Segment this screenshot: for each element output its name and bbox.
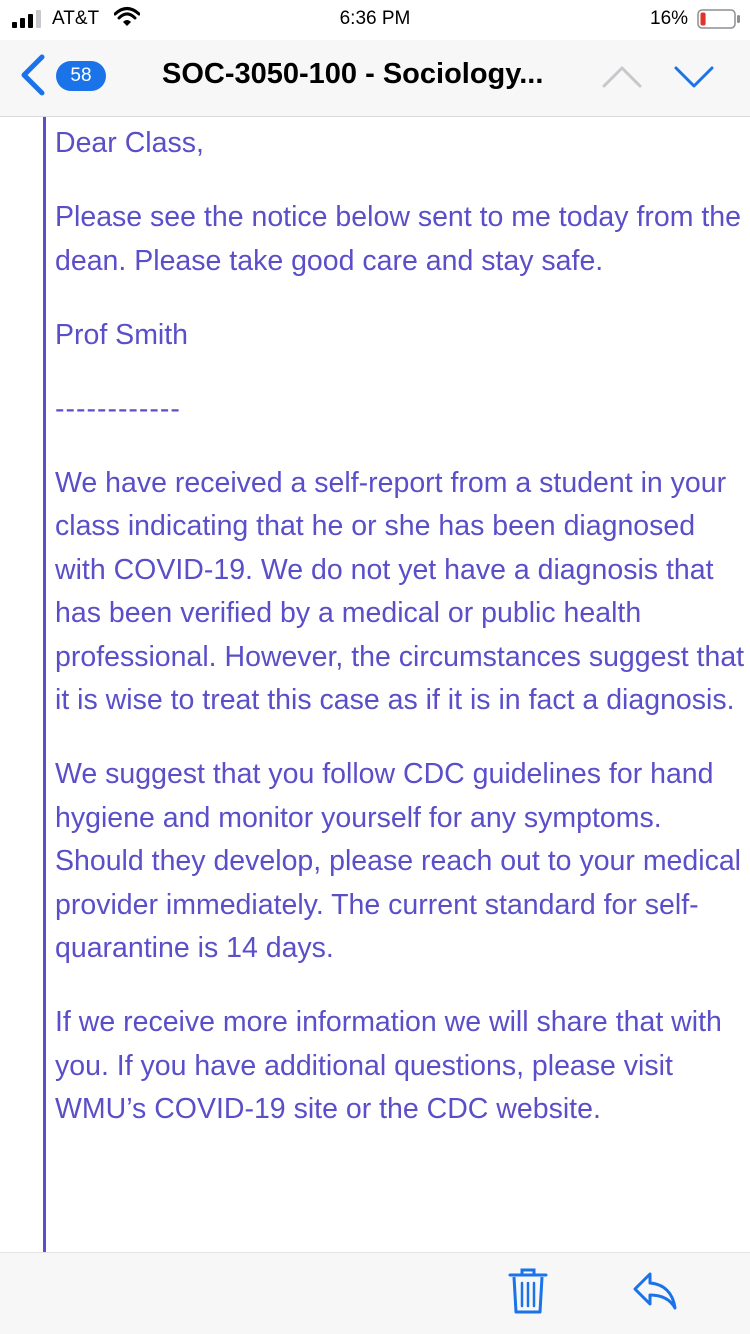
reply-icon[interactable] [632,1271,678,1311]
message-subject-title: SOC-3050-100 - Sociology... [162,58,544,90]
greeting: Dear Class, [55,127,204,159]
notice-paragraph-3: If we receive more information we will share that with you. If you have additional questions, please visit WMU’s COVID-19 site or the CDC website. [55,1006,722,1125]
intro-paragraph: Please see the notice below sent to me today from the dean. Please take good care and stay safe. [55,201,741,277]
signature: Prof Smith [55,318,189,351]
status-bar [0,0,750,40]
previous-message-icon[interactable] [600,62,644,90]
trash-icon[interactable] [508,1267,548,1315]
clock: 6:36 PM [339,8,411,29]
carrier-label: AT&T [52,8,100,29]
quoted-message [55,122,745,1162]
battery-icon [697,9,741,29]
unread-count-badge[interactable]: 58 [56,61,106,91]
email-body[interactable] [0,117,750,1252]
separator-line: ------------ [55,392,181,425]
back-chevron-icon[interactable] [18,54,48,96]
next-message-icon[interactable] [672,62,716,90]
mail-nav-bar [0,40,750,117]
battery-percent: 16% [650,8,689,29]
notice-paragraph-1: We have received a self-report from a student in your class indicating that he or she has been diagnosed with COVID-19. We do not yet have a diagnosis that has been verified by a medical or public health professional. However, the circumstances suggest that it is wise to treat this case as if it is in fact a diagnosis. [55,466,745,716]
notice-paragraph-2: We suggest that you follow CDC guidelines for hand hygiene and monitor yourself for any symptoms. Should they develop, please reach out to your medical provider immediately. The current standard for self-quarantine is 14 days. [55,758,742,964]
bottom-toolbar [0,1252,750,1334]
quote-bar [43,117,46,1252]
